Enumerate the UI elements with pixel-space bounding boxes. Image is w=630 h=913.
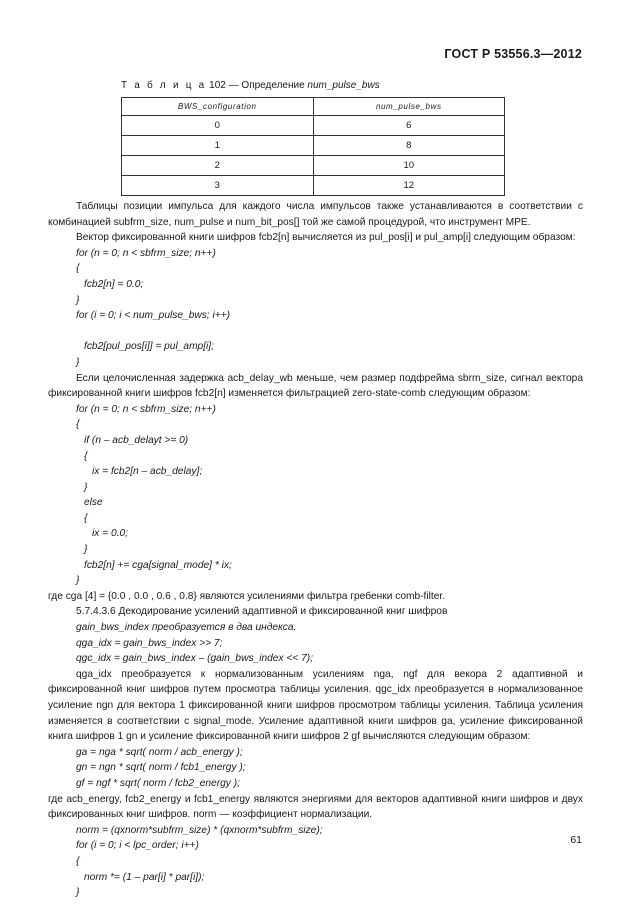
paragraph: Таблицы позиции импульса для каждого числа импульсов также устанавливаются в соответствии с комбинацией subfrm_size, num_pulse и num_bit_pos[] той же самой процедурой, что инструмент MPE. xyxy=(48,201,583,228)
table-header-cell: num_pulse_bws xyxy=(313,98,505,116)
code-line: fcb2[n] = 0.0; xyxy=(84,278,144,290)
paragraph: где cga [4] = {0.0 , 0.0 , 0.6 , 0.8} являются усилениями фильтра гребенки comb-filter. xyxy=(48,590,446,602)
table-cell: 12 xyxy=(313,176,505,196)
code-line: } xyxy=(76,887,80,899)
table-cell: 6 xyxy=(313,116,505,136)
code-line: qga_idx = gain_bws_index >> 7; xyxy=(76,637,223,649)
table-row xyxy=(122,116,505,136)
code-line: } xyxy=(76,294,80,306)
body-text xyxy=(48,199,583,901)
table-header-cell: BWS_configuration xyxy=(122,98,314,116)
code-line: ix = fcb2[n – acb_delay]; xyxy=(92,466,203,478)
caption-prefix: Т а б л и ц а xyxy=(121,80,207,91)
caption-number: 102 xyxy=(209,80,226,91)
caption-dash: — Определение xyxy=(225,80,308,91)
paragraph: Если целочисленная задержка acb_delay_wb меньше, чем размер подфрейма sbrm_size, сигнал вектора фиксированной книги шифров fcb2[n] изменяется фильтрацией zero-state-comb следующим образом: xyxy=(48,372,583,400)
code-line: { xyxy=(76,855,80,867)
section-heading: 5.7.4.3.6 Декодирование усилений адаптивной и фиксированной книг шифров xyxy=(76,606,448,618)
code-line: } xyxy=(76,575,80,587)
paragraph: qga_idx преобразуется к нормализованным усилениям nga, ngf для векора 2 адаптивной и фиксированной книг шифров путем просмотра таблицы усиления. qgc_idx преобразуется в нормализованное усиление ngn для вектора 1 фиксированной книги шифров просмотром таблицы усиления. Таблица усиления изменяется в соответствии с signal_mode. Усиление адаптивной книги шифров ga, усиление фиксированной книга шифров 1 gn и усиление фиксированной книги шифров 2 gf вычисляются следующим образом: xyxy=(48,668,583,743)
table-header-row xyxy=(122,98,505,116)
code-line: { xyxy=(76,263,80,275)
code-line: { xyxy=(76,419,80,431)
table-caption xyxy=(121,80,380,91)
code-line xyxy=(48,324,583,340)
table-row xyxy=(122,176,505,196)
table-cell: 2 xyxy=(122,156,314,176)
paragraph: где acb_energy, fcb2_energy и fcb1_energy являются энергиями для векторов адаптивной книги шифров и двух фиксированных книг шифров. norm — коэффициент нормализации. xyxy=(48,793,583,821)
code-line: norm = (qxnorm*subfrm_size) * (qxnorm*subfrm_size); xyxy=(76,824,323,836)
code-line: norm *= (1 – par[i] * par[i]); xyxy=(84,871,205,883)
table-cell: 8 xyxy=(313,136,505,156)
code-line: for (n = 0; n < sbfrm_size; n++) xyxy=(76,247,216,259)
code-line: } xyxy=(76,356,80,368)
code-line: fcb2[pul_pos[i]] = pul_amp[i]; xyxy=(84,341,214,353)
code-line: qgc_idx = gain_bws_index – (gain_bws_index << 7); xyxy=(76,653,314,665)
paragraph: Вектор фиксированной книги шифров fcb2[n] вычисляется из pul_pos[i] и pul_amp[i] следующим образом: xyxy=(76,232,576,244)
code-line: gf = ngf * sqrt( norm / fcb2_energy ); xyxy=(76,777,240,789)
code-line: { xyxy=(84,512,88,524)
code-line: for (i = 0; i < num_pulse_bws; i++) xyxy=(76,310,231,322)
code-line: ix = 0.0; xyxy=(92,528,128,540)
code-line: else xyxy=(84,497,103,509)
code-line: for (i = 0; i < lpc_order; i++) xyxy=(76,840,199,852)
table-cell: 3 xyxy=(122,176,314,196)
code-line: { xyxy=(84,450,88,462)
table-cell: 0 xyxy=(122,116,314,136)
table-cell: 1 xyxy=(122,136,314,156)
table-cell: 10 xyxy=(313,156,505,176)
table-row xyxy=(122,156,505,176)
code-line: fcb2[n] += cga[signal_mode] * ix; xyxy=(84,559,232,571)
code-line: gain_bws_index преобразуется в два индекса. xyxy=(76,622,297,634)
code-line: if (n – acb_delayt >= 0) xyxy=(84,434,189,446)
config-table xyxy=(121,97,505,196)
page-number: 61 xyxy=(570,834,582,846)
table-row xyxy=(122,136,505,156)
code-line: } xyxy=(84,481,88,493)
code-line: ga = nga * sqrt( norm / acb_energy ); xyxy=(76,746,243,758)
code-line: for (n = 0; n < sbfrm_size; n++) xyxy=(76,403,216,415)
standard-header: ГОСТ Р 53556.3—2012 xyxy=(444,47,582,61)
code-line: gn = ngn * sqrt( norm / fcb1_energy ); xyxy=(76,762,246,774)
code-line: } xyxy=(84,544,88,556)
caption-term: num_pulse_bws xyxy=(307,80,380,91)
